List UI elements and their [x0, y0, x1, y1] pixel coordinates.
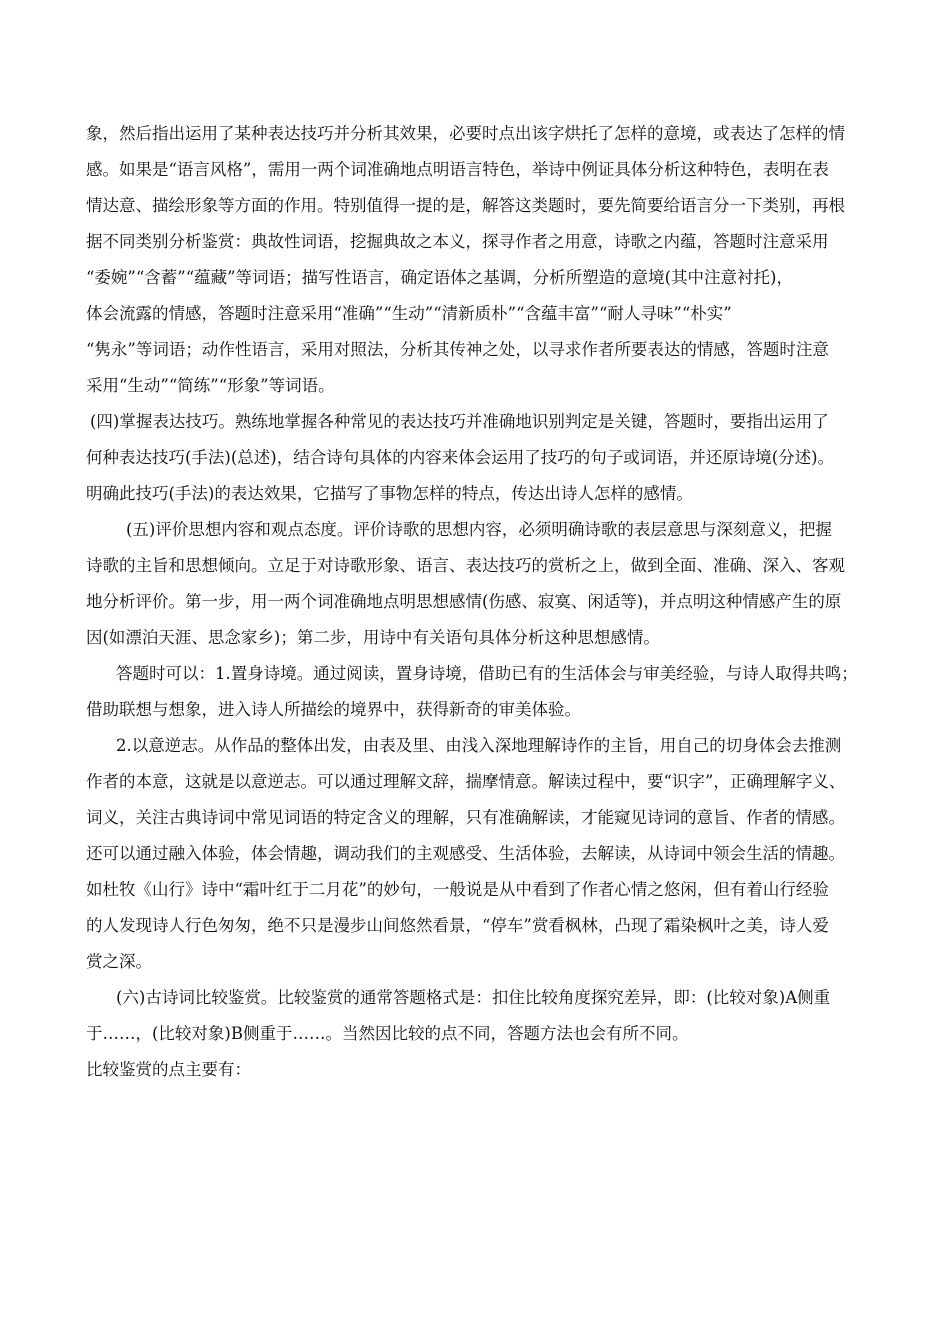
text-line: 如杜牧《山行》诗中“霜叶红于二月花”的妙句，一般说是从中看到了作者心情之悠闲，但有着山行经验: [86, 880, 829, 899]
paragraph-comparative-appreciation: [86, 980, 868, 1052]
text-line: 感。如果是“语言风格”，需用一两个词准确地点明语言特色，举诗中例证具体分析这种特色，表明在表: [86, 160, 829, 179]
text-line: 情达意、描绘形象等方面的作用。特别值得一提的是，解答这类题时，要先简要给语言分一下类别，再根: [86, 196, 845, 215]
text-line: 采用“生动”“简练”“形象”等词语。: [86, 376, 335, 395]
text-line: 词义，关注古典诗词中常见词语的特定含义的理解，只有准确解读，才能窥见诗词的意旨、作者的情感。: [86, 808, 845, 827]
paragraph-language-style: [86, 116, 868, 404]
paragraph-immerse-poem: [86, 656, 868, 728]
text-line: (四)掌握表达技巧。熟练地掌握各种常见的表达技巧并准确地识别判定是关键，答题时，要指出运用了: [90, 412, 829, 431]
text-line: 答题时可以：1.置身诗境。通过阅读，置身诗境，借助已有的生活体会与审美经验，与诗人取得共鸣；: [116, 664, 858, 683]
text-line: 赏之深。: [86, 952, 152, 971]
text-line: 明确此技巧(手法)的表达效果，它描写了事物怎样的特点，传达出诗人怎样的感情。: [86, 484, 693, 503]
text-line: (六)古诗词比较鉴赏。比较鉴赏的通常答题格式是：扣住比较角度探究差异，即：(比较对象)A侧重: [116, 988, 831, 1007]
text-line: 借助联想与想象，进入诗人所描绘的境界中，获得新奇的审美体验。: [86, 700, 581, 719]
text-line: “委婉”“含蓄”“蕴藏”等词语；描写性语言，确定语体之基调，分析所塑造的意境(其中注意衬托)，: [86, 268, 793, 287]
text-line: 何种表达技巧(手法)(总述)，结合诗句具体的内容来体会运用了技巧的句子或词语，并还原诗境(分述)。: [86, 448, 835, 467]
text-line: 的人发现诗人行色匆匆，绝不只是漫步山间悠然看景，“停车”赏看枫林，凸现了霜染枫叶之美，诗人爱: [86, 916, 829, 935]
paragraph-infer-intent: [86, 728, 868, 980]
text-line: 比较鉴赏的点主要有：: [86, 1060, 251, 1079]
document-body: [86, 116, 868, 1088]
text-line: 地分析评价。第一步，用一两个词准确地点明思想感情(伤感、寂寞、闲适等)，并点明这种情感产生的原: [86, 592, 842, 611]
text-line: 还可以通过融入体验，体会情趣，调动我们的主观感受、生活体验，去解读，从诗词中领会生活的情趣。: [86, 844, 845, 863]
paragraph-evaluate-content: [86, 512, 868, 656]
text-line: (五)评价思想内容和观点态度。评价诗歌的思想内容，必须明确诗歌的表层意思与深刻意义，把握: [126, 520, 832, 539]
text-line: 诗歌的主旨和思想倾向。立足于对诗歌形象、语言、表达技巧的赏析之上，做到全面、准确、深入、客观: [86, 556, 845, 575]
text-line: 2.以意逆志。从作品的整体出发，由表及里、由浅入深地理解诗作的主旨，用自己的切身体会去推测: [116, 736, 842, 755]
text-line: 因(如漂泊天涯、思念家乡)；第二步，用诗中有关语句具体分析这种思想感情。: [86, 628, 660, 647]
paragraph-expression-techniques: [86, 404, 868, 512]
text-line: 象，然后指出运用了某种表达技巧并分析其效果，必要时点出该字烘托了怎样的意境，或表达了怎样的情: [86, 124, 845, 143]
text-line: 于……，(比较对象)B侧重于……。当然因比较的点不同，答题方法也会有所不同。: [86, 1024, 689, 1043]
paragraph-comparison-points: [86, 1052, 868, 1088]
text-line: 作者的本意，这就是以意逆志。可以通过理解文辞，揣摩情意。解读过程中，要“识字”，正确理解字义、: [86, 772, 846, 791]
text-line: 据不同类别分析鉴赏：典故性词语，挖掘典故之本义，探寻作者之用意，诗歌之内蕴，答题时注意采用: [86, 232, 829, 251]
text-line: 体会流露的情感，答题时注意采用“准确”“生动”“清新质朴”“含蕴丰富”“耐人寻味”“朴实”: [86, 304, 732, 323]
text-line: “隽永”等词语；动作性语言，采用对照法，分析其传神之处，以寻求作者所要表达的情感，答题时注意: [86, 340, 829, 359]
